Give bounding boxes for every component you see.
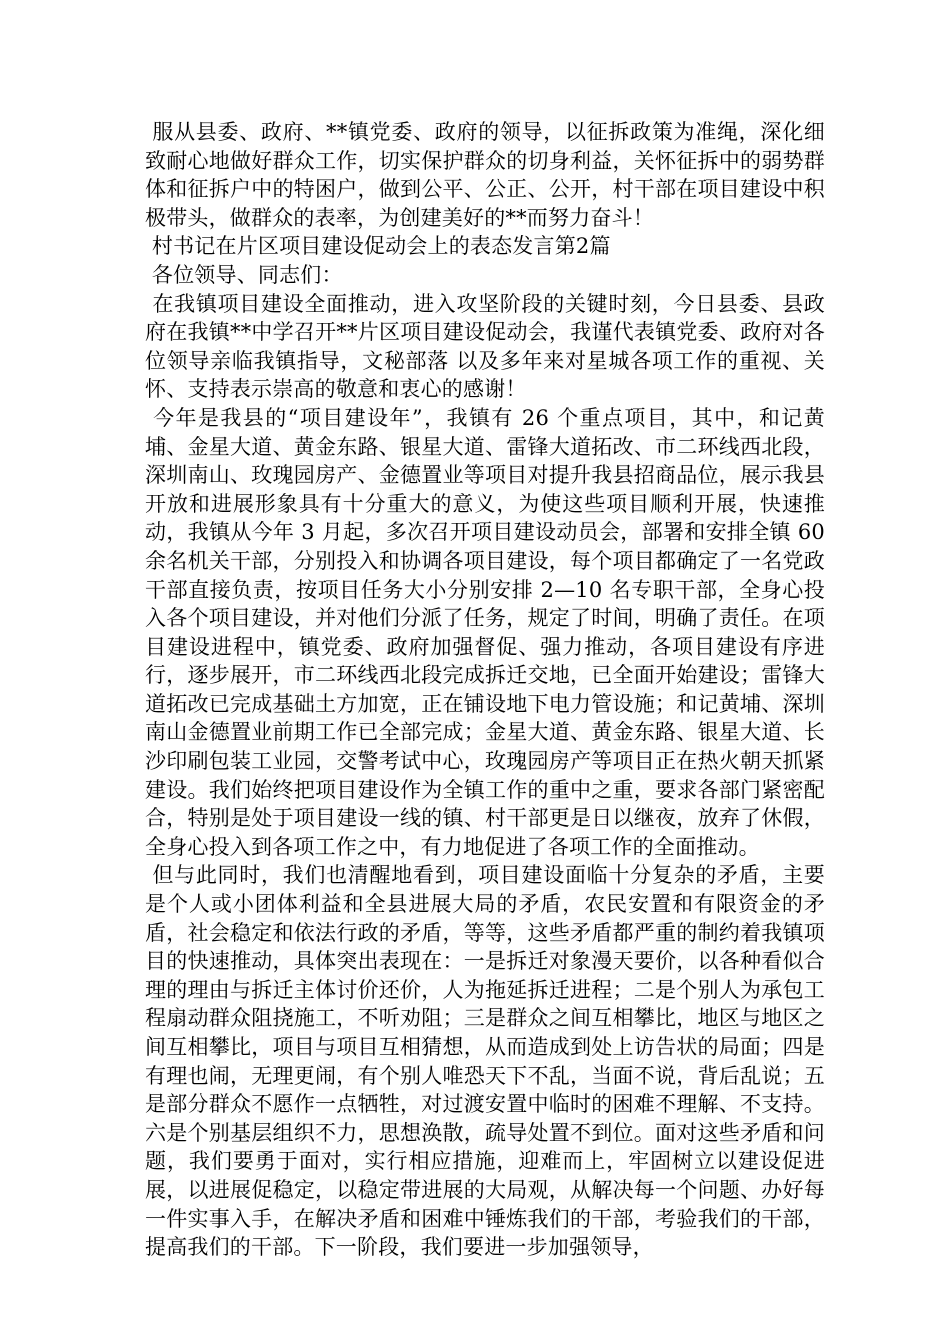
salutation: 各位领导、同志们： (145, 262, 343, 287)
paragraph-challenges: 但与此同时，我们也清醒地看到，项目建设面临十分复杂的矛盾，主要是个人或小团体利益和全县进展大局的矛盾，农民安置和有限资金的矛盾，社会稳定和依法行政的矛盾，等等，这些矛盾都严重的制约着我镇项目的快速推动，具体突出表现在：一是拆迁对象漫天要价，以各种看似合理的理由与拆迁主体讨价还价，人为拖延拆迁进程；二是个别人为承包工程扇动群众阻挠施工，不听劝阻；三是群众之间互相攀比，地区与地区之间互相攀比，项目与项目互相猜想，从而造成到处上访告状的局面；四是有理也闹，无理更闹，有个别人唯恐天下不乱，当面不说，背后乱说；五是部分群众不愿作一点牺牲，对过渡安置中临时的困难不理解、不支持。六是个别基层组织不力，思想涣散，疏导处置不到位。面对这些矛盾和问题，我们要勇于面对，实行相应措施，迎难而上，牢固树立以建设促进展，以进展促稳定，以稳定带进展的大局观，从解决每一个问题、办好每一件实事入手，在解决矛盾和困难中锤炼我们的干部，考验我们的干部，提高我们的干部。下一阶段，我们要进一步加强领导， (145, 863, 825, 1260)
paragraph-progress: 今年是我县的“项目建设年”，我镇有 26 个重点项目，其中，和记黄埔、金星大道、黄金东路、银星大道、雷锋大道拓改、市二环线西北段，深圳南山、玫瑰园房产、金德置业等项目对提升我县招商品位，展示我县开放和进展形象具有十分重大的意义，为使这些项目顺利开展，快速推动，我镇从今年 3 月起，多次召开项目建设动员会，部署和安排全镇 60 余名机关干部，分别投入和协调各项目建设，每个项目都确定了一名党政干部直接负责，按项目任务大小分别安排 2—10 名专职干部，全身心投入各个项目建设，并对他们分派了任务，规定了时间，明确了责任。在项目建设进程中，镇党委、政府加强督促、强力推动，各项目建设有序进行，逐步展开，市二环线西北段完成拆迁交地，已全面开始建设；雷锋大道拓改已完成基础土方加宽，正在铺设地下电力管设施；和记黄埔、深圳南山金德置业前期工作已全部完成；金星大道、黄金东路、银星大道、长沙印刷包装工业园，交警考试中心，玫瑰园房产等项目正在热火朝天抓紧建设。我们始终把项目建设作为全镇工作的重中之重，要求各部门紧密配合，特别是处于项目建设一线的镇、村干部更是日以继夜，放弃了休假，全身心投入到各项工作之中，有力地促进了各项工作的全面推动。 (145, 405, 832, 859)
paragraph-closing: 服从县委、政府、**镇党委、政府的领导，以征拆政策为准绳，深化细致耐心地做好群众工作，切实保护群众的切身利益，关怀征拆中的弱势群体和征拆户中的特困户，做到公平、公正、公开，村干部在项目建设中积极带头，做群众的表率，为创建美好的**而努力奋斗！ (145, 120, 825, 230)
paragraph-intro: 在我镇项目建设全面推动，进入攻坚阶段的关键时刻，今日县委、县政府在我镇**中学召开**片区项目建设促动会，我谨代表镇党委、政府对各位领导亲临我镇指导，文秘部落 以及多年来对星城各项工作的重视、关怀、支持表示崇高的敬意和衷心的感谢！ (145, 291, 825, 402)
document-body (145, 118, 832, 1262)
section-title: 村书记在片区项目建设促动会上的表态发言第2篇 (145, 234, 611, 259)
